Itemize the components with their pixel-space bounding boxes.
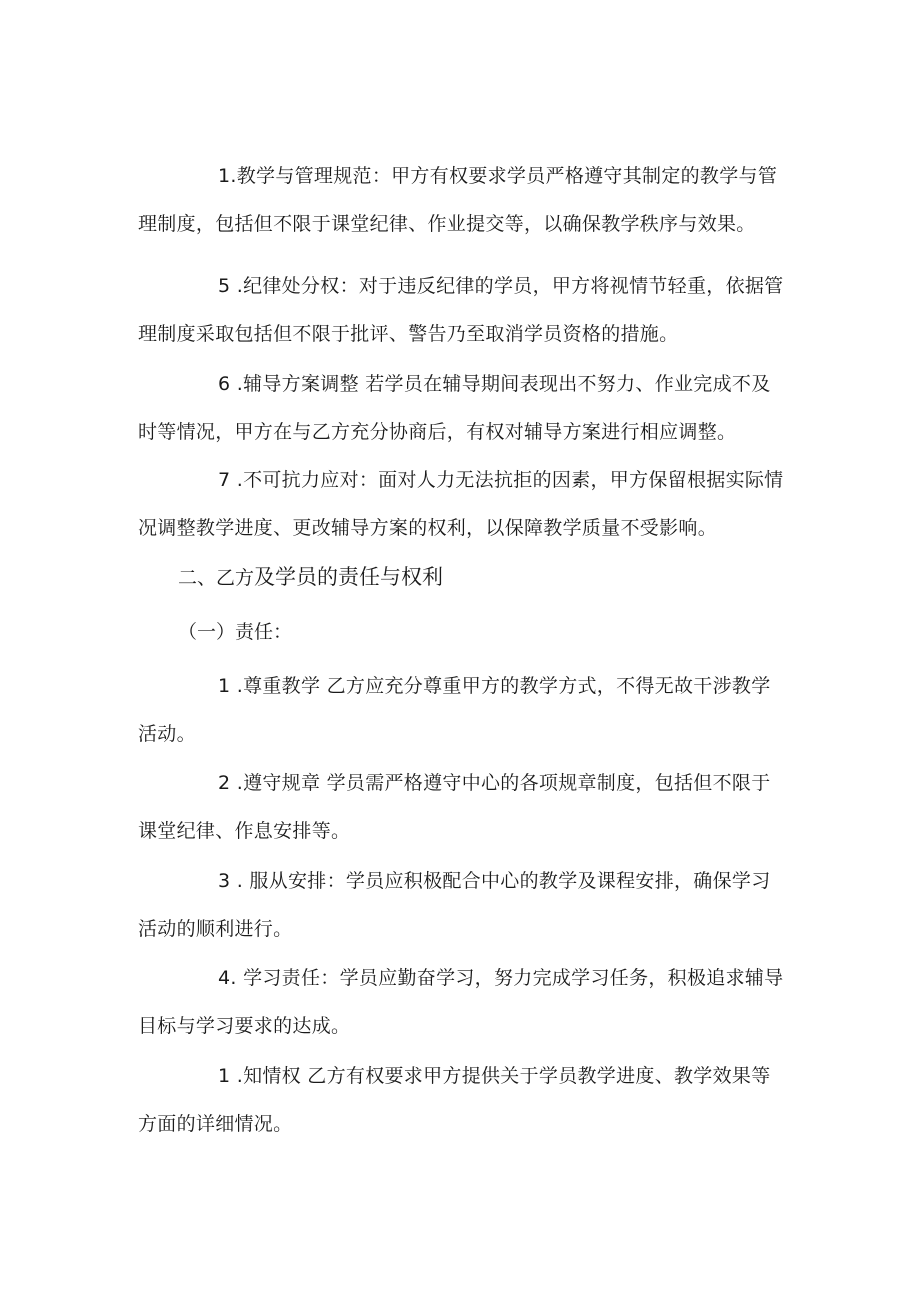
paragraph-teaching-management xyxy=(138,152,788,248)
subheading-responsibilities: （一）责任： xyxy=(178,621,293,643)
paragraph-force-majeure xyxy=(138,456,788,552)
paragraph-text: .不可抗力应对：面对人力无法抗拒的因素，甲方保留根据实际情况调整教学进度、更改辅导方案的权利，以保障教学质量不受影响。 xyxy=(138,469,784,539)
responsibility-item xyxy=(138,662,788,758)
responsibility-item xyxy=(138,857,788,953)
item-number: 1 xyxy=(218,675,231,697)
item-text: . 服从安排：学员应积极配合中心的教学及课程安排，确保学习活动的顺利进行。 xyxy=(138,870,771,940)
responsibility-item xyxy=(138,759,788,855)
paragraph-number: 6 xyxy=(218,373,231,395)
section-heading xyxy=(178,553,443,602)
item-number: 4 xyxy=(218,967,231,989)
item-text: . 学习责任：学员应勤奋学习，努力完成学习任务，积极追求辅导目标与学习要求的达成。 xyxy=(138,967,784,1037)
paragraph-number: 1. xyxy=(218,165,237,187)
item-text: .尊重教学 乙方应充分尊重甲方的教学方式，不得无故干涉教学活动。 xyxy=(138,675,771,745)
responsibility-item xyxy=(138,954,788,1050)
paragraph-number: 5 xyxy=(218,275,231,297)
paragraph-text: .辅导方案调整 若学员在辅导期间表现出不努力、作业完成不及时等情况，甲方在与乙方充分协商后，有权对辅导方案进行相应调整。 xyxy=(138,373,771,443)
item-text: .知情权 乙方有权要求甲方提供关于学员教学进度、教学效果等方面的详细情况。 xyxy=(138,1065,771,1135)
paragraph-text: 教学与管理规范：甲方有权要求学员严格遵守其制定的教学与管理制度，包括但不限于课堂纪律、作业提交等，以确保教学秩序与效果。 xyxy=(138,165,778,235)
item-text: .遵守规章 学员需严格遵守中心的各项规章制度，包括但不限于课堂纪律、作息安排等。 xyxy=(138,772,771,842)
item-number: 1 xyxy=(218,1065,231,1087)
paragraph-number: 7 xyxy=(218,469,231,491)
item-number: 3 xyxy=(218,870,231,892)
paragraph-text: .纪律处分权：对于违反纪律的学员，甲方将视情节轻重，依据管理制度采取包括但不限于批评、警告乃至取消学员资格的措施。 xyxy=(138,275,784,345)
section-heading-rest: 及学员的责任与权利 xyxy=(254,565,444,589)
item-number: 2 xyxy=(218,772,231,794)
paragraph-plan-adjustment xyxy=(138,360,788,456)
responsibility-item xyxy=(138,1052,788,1148)
section-heading-prefix: 二、乙方 xyxy=(178,567,255,589)
paragraph-discipline xyxy=(138,262,788,358)
